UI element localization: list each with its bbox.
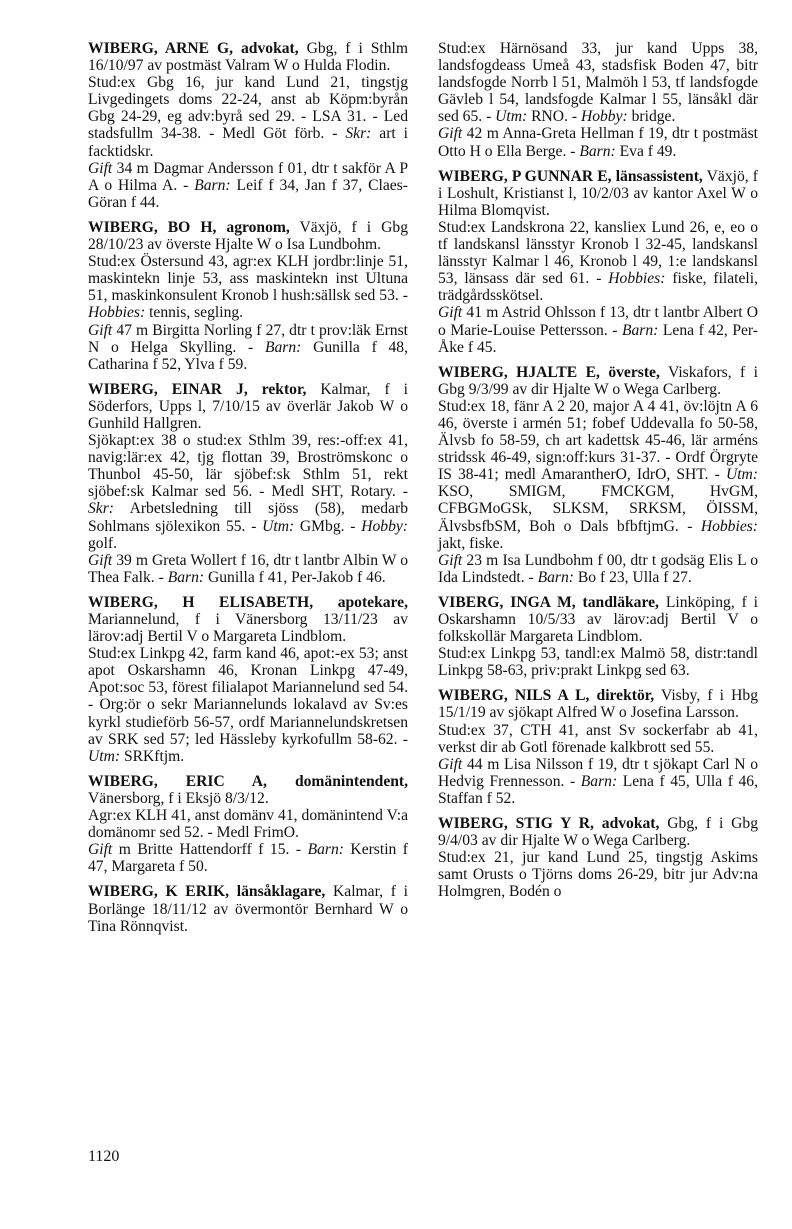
entry-name: WIBERG, ARNE G, <box>88 40 234 57</box>
entry-label: Utm: <box>262 517 295 535</box>
entry <box>438 364 758 586</box>
entry-text: Växjö, f i Loshult, Kristianst l, 10/2/03 av kantor Axel W o Hilma Blomqvist. <box>438 167 758 219</box>
entry-paragraph <box>438 594 758 645</box>
entry-title: advokat, <box>601 815 660 833</box>
entry-paragraph <box>438 304 758 355</box>
entry-label: Hobbies: <box>88 304 146 322</box>
entry-name: WIBERG, NILS A L, <box>438 687 590 705</box>
entry-label: Barn: <box>579 142 616 160</box>
entry-paragraph <box>438 815 758 849</box>
entry-paragraph <box>438 398 758 552</box>
entry-label: Barn: <box>307 841 344 859</box>
entry-label: Skr: <box>345 125 372 143</box>
entry-text: Växjö, f i Gbg 28/10/23 av överste Hjalte W o Isa Lundbohm. <box>88 218 408 254</box>
entry-title: apotekare, <box>337 593 408 611</box>
entry-text: Stud:ex 18, fänr A 2 20, major A 4 41, öv:löjtn A 6 46, överste i armén 51; fobef Uddevalla fo 50-58, Älvsb fo 58-59, ch art kadettsk 45-46, lär arméns stridssk 46-49, sign:off:kurs 31-37. - Ordf Örgryte IS 38-41; medl AmarantherO, IdrO, SHT. - <box>438 397 758 484</box>
entry-label: Skr: <box>88 500 114 518</box>
entry-text: RNO. - <box>527 108 581 126</box>
entry-text: art i facktidskr. <box>88 125 409 160</box>
entry-text: GMbg. - <box>294 517 362 535</box>
entry-label: Hobby: <box>580 108 628 126</box>
entry-text: Mariannelund, f i Vänersborg 13/11/23 av lärov:adj Bertil V o Margareta Lindblom. <box>88 611 408 646</box>
entry-text: Kalmar, f i Borlänge 18/11/12 av övermontör Bernhard W o Tina Rönnqvist. <box>88 883 409 935</box>
entry-label: Gift <box>88 841 113 859</box>
entry-name: WIBERG, HJALTE E, <box>438 363 600 381</box>
entry-text: Leif f 34, Jan f 37, Claes-Göran f 44. <box>88 176 408 211</box>
entry-text: Stud:ex Härnösand 33, jur kand Upps 38, landsfogdeass Umeå 43, stadsfisk Boden 47, bitr landsfogde Norrb l 51, Malmöh l 53, tf landsfogde Gävleb l 54, landsfogde Kalmar l 55, länsåkl där sed 65. - <box>438 40 758 126</box>
entry-text: Stud:ex 37, CTH 41, anst Sv sockerfabr ab 41, verkst dir ab Gotl förenade kalkbrott sed 55. <box>438 721 758 756</box>
page-number: 1120 <box>88 1148 120 1165</box>
entry-text: 47 m Birgitta Norling f 27, dtr t prov:läk Ernst N o Helga Skylling. - <box>88 321 408 356</box>
entry-paragraph <box>438 552 758 586</box>
entry-label: Hobby: <box>361 517 408 535</box>
entry-text: Linköping, f i Oskarshamn 10/5/33 av lärov:adj Bertil V o folkskollär Margareta Lindblom. <box>438 593 758 646</box>
entry-text: Lena f 45, Ulla f 46, Staffan f 52. <box>438 772 758 807</box>
entry-label: Barn: <box>580 772 618 790</box>
entry-text: 44 m Lisa Nilsson f 19, dtr t sjökapt Carl N o Hedvig Frennesson. - <box>438 755 758 790</box>
entry-text: Kalmar, f i Söderfors, Upps l, 7/10/15 av överlär Jakob W o Gunhild Hallgren. <box>88 380 408 432</box>
entry-text: Bo f 23, Ulla f 27. <box>574 568 692 586</box>
entry-text: Gbg, f i Gbg 9/4/03 av dir Hjalte W o Wega Carlberg. <box>438 815 758 850</box>
entry-text: Visby, f i Hbg 15/1/19 av sjökapt Alfred W o Josefina Larsson. <box>438 687 758 722</box>
entry-paragraph <box>88 773 408 807</box>
entry-text: fiske, filateli, trädgårdsskötsel. <box>438 270 758 305</box>
entry-paragraph <box>438 722 758 756</box>
entry-paragraph <box>88 807 408 841</box>
entry-title: domänintendent, <box>294 772 409 790</box>
entry-text: Gunilla f 41, Per-Jakob f 46. <box>204 568 386 586</box>
entry-paragraph <box>438 40 758 125</box>
entry <box>438 40 758 160</box>
entry-paragraph <box>438 168 758 219</box>
entry-label: Gift <box>88 159 113 177</box>
entry-text: KSO, SMIGM, FMCKGM, HvGM, CFBGMoGSk, SLKSM, SRKSM, ÖISSM, ÄlvsbsfbSM, Boh o Dals bfbftjmG. - <box>438 483 758 535</box>
entry-name: WIBERG, K ERIK, <box>88 883 230 901</box>
entry-paragraph <box>88 219 408 253</box>
entry-text: Agr:ex KLH 41, anst domänv 41, domänintend V:a domänomr sed 52. - Medl FrimO. <box>88 807 408 842</box>
entry-paragraph <box>88 841 408 875</box>
entry-text: tennis, segling. <box>145 304 244 322</box>
entry-text: Arbetsledning till sjöss (58), medarb Sohlmans sjölexikon 55. - <box>88 500 408 535</box>
entry-text: SRKftjm. <box>120 747 185 765</box>
entry-paragraph <box>88 594 408 645</box>
entry-paragraph <box>438 125 758 159</box>
entry-text: m Britte Hattendorff f 15. - <box>112 841 308 859</box>
entry-label: Gift <box>438 304 463 322</box>
entry-paragraph <box>88 381 408 432</box>
entry-name: WIBERG, P GUNNAR E, <box>438 167 612 185</box>
entry-label: Gift <box>438 755 463 773</box>
entry-paragraph <box>438 219 758 304</box>
entry-paragraph <box>88 322 408 373</box>
entry-text: Lena f 42, Per-Åke f 45. <box>438 321 758 356</box>
entry-text: Sjökapt:ex 38 o stud:ex Sthlm 39, res:-off:ex 41, navig:lär:ex 42, tjg flottan 39, Broströmskonc o Thunbol 45-50, lär sjöbef:sk Sthlm 51, rekt sjöbef:sk Kalmar sed 56. - Medl SHT, Rotary. - <box>88 432 408 501</box>
entry-text: golf. <box>88 534 118 552</box>
entry-label: Barn: <box>167 568 205 586</box>
entry-paragraph <box>88 883 408 934</box>
entry-paragraph <box>88 645 408 765</box>
entry-label: Gift <box>88 551 113 569</box>
entry-label: Barn: <box>537 568 574 586</box>
entry-text: 23 m Isa Lundbohm f 00, dtr t godsäg Elis L o Ida Lindstedt. - <box>438 551 758 586</box>
entry-text: Stud:ex Linkpg 53, tandl:ex Malmö 58, distr:tandl Linkpg 58-63, priv:prakt Linkpg sed 63. <box>438 645 758 680</box>
entry-paragraph <box>88 160 408 211</box>
entry-label: Gift <box>88 321 113 339</box>
entry-text: Viskafors, f i Gbg 9/3/99 av dir Hjalte W o Wega Carlberg. <box>438 363 758 398</box>
entry <box>438 815 758 900</box>
entry-label: Utm: <box>495 108 528 126</box>
entry-text: 42 m Anna-Greta Hellman f 19, dtr t postmäst Otto H o Ella Berge. - <box>438 125 758 160</box>
entry <box>438 687 758 807</box>
entry-label: Gift <box>438 551 463 569</box>
entry-name: WIBERG, BO H, <box>88 218 217 236</box>
entry <box>88 594 408 765</box>
entry-text: Stud:ex 21, jur kand Lund 25, tingstjg Askims samt Orusts o Tjörns doms 26-29, bitr jur Adv:na Holmgren, Bodén o <box>438 849 758 901</box>
entry-title: länsåklagare, <box>236 883 326 901</box>
entry-paragraph <box>438 849 758 900</box>
entry-text: jakt, fiske. <box>438 534 504 552</box>
entry-name: VIBERG, INGA M, <box>438 593 576 611</box>
entry-label: Hobbies: <box>608 270 666 288</box>
entry-label: Hobbies: <box>700 517 758 535</box>
entry <box>438 168 758 356</box>
entry-title: advokat, <box>241 40 299 57</box>
entry <box>88 883 408 934</box>
right-column <box>438 40 758 909</box>
entry <box>88 381 408 586</box>
entry-label: Utm: <box>88 747 121 765</box>
entry-label: Barn: <box>264 338 302 356</box>
entry-text: Eva f 49. <box>615 142 677 160</box>
entry-text: Stud:ex Gbg 16, jur kand Lund 21, tingstjg Livgedingets doms 22-24, anst ab Köpm:byrån Gbg 24-29, eg adv:byrå sed 29. - LSA 31. - Led stadsfullm 34-38. - Medl Göt förb. - <box>88 74 408 143</box>
entry-paragraph <box>438 687 758 721</box>
entry-text: Vänersborg, f i Eksjö 8/3/12. <box>88 789 269 807</box>
entry <box>88 219 408 373</box>
entry-text: Stud:ex Östersund 43, agr:ex KLH jordbr:linje 51, maskintekn linje 53, ass maskintekn inst Ultuna 51, maskinkonsulent Kronob l hush:sällsk sed 53. - <box>88 253 408 305</box>
entry-paragraph <box>88 74 408 159</box>
entry <box>88 40 408 211</box>
entry <box>438 594 758 679</box>
entry-title: agronom, <box>226 218 290 236</box>
entry-title: överste, <box>608 363 660 381</box>
entry-label: Barn: <box>194 176 231 194</box>
entry-title: rektor, <box>261 380 307 398</box>
entry-text: Gbg, f i Sthlm 16/10/97 av postmäst Valram W o Hulda Flodin. <box>88 40 409 75</box>
entry-paragraph <box>438 364 758 398</box>
entry-text: 39 m Greta Wollert f 16, dtr t lantbr Albin W o Thea Falk. - <box>88 551 408 586</box>
entry-paragraph <box>88 432 408 552</box>
entry-title: direktör, <box>596 687 655 705</box>
left-column <box>88 40 408 943</box>
entry-text: 41 m Astrid Ohlsson f 13, dtr t lantbr Albert O o Marie-Louise Pettersson. - <box>438 304 758 339</box>
entry-name: WIBERG, H ELISABETH, <box>88 593 314 611</box>
entry-text: 34 m Dagmar Andersson f 01, dtr t sakför A P A o Hilma A. - <box>88 159 408 194</box>
entry-text: bridge. <box>627 108 676 126</box>
entry-label: Barn: <box>621 321 659 339</box>
entry-paragraph <box>88 552 408 586</box>
entry-text: Kerstin f 47, Margareta f 50. <box>88 841 408 876</box>
entry-name: WIBERG, ERIC A, <box>88 772 267 790</box>
entry-paragraph <box>438 756 758 807</box>
entry-paragraph <box>88 40 408 74</box>
entry-paragraph <box>88 253 408 321</box>
entry-name: WIBERG, STIG Y R, <box>438 815 594 833</box>
entry-name: WIBERG, EINAR J, <box>88 380 248 398</box>
entry-label: Gift <box>438 125 463 143</box>
entry <box>88 773 408 876</box>
entry-text: Stud:ex Linkpg 42, farm kand 46, apot:-ex 53; anst apot Oskarshamn 46, Kronan Linkpg 47-49, Apot:soc 53, förest filialapot Mariannelund sed 54. - Org:ör o sekr Mariannelunds lokalavd av Sv:es kyrkl studieförb 56-57, ordf Mariannelundskretsen av SRK sed 57; led Hässleby kyrkofullm 58-62. - <box>88 645 408 748</box>
entry-text: Gunilla f 48, Catharina f 52, Ylva f 59. <box>88 338 409 373</box>
entry-text: Stud:ex Landskrona 22, kansliex Lund 26, e, eo o tf landskansl länsstyr Kronob l 32-45, landskansl länsstyr Kalmar l 46, Kronob l 49, 1:e landskansl 53, länsass där sed 61. - <box>438 218 758 288</box>
entry-title: tandläkare, <box>582 593 659 611</box>
entry-paragraph <box>438 645 758 679</box>
entry-label: Utm: <box>725 466 758 484</box>
entry-title: länsassistent, <box>615 167 703 185</box>
